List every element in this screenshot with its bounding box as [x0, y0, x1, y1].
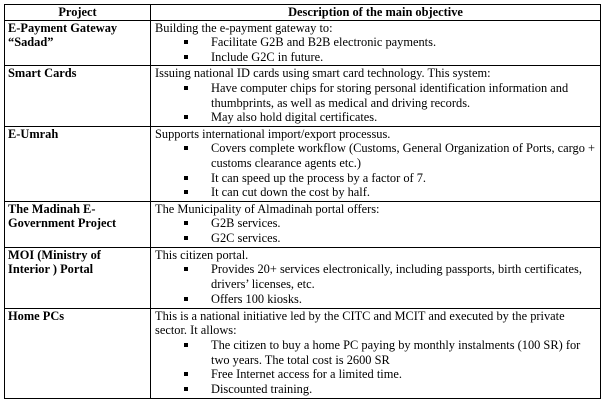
project-cell — [5, 201, 151, 247]
list-item: Offers 100 kiosks. — [155, 292, 596, 307]
table-row — [5, 201, 601, 247]
table-row — [5, 66, 601, 126]
list-item: The citizen to buy a home PC paying by monthly instalments (100 SR) for two years. The total cost is 2600 SR — [155, 338, 596, 367]
header-description: Description of the main objective — [151, 5, 601, 21]
bullet-list — [155, 338, 596, 396]
list-item: Have computer chips for storing personal identification information and thumbprints, as well as medical and driving records. — [155, 81, 596, 110]
table-row — [5, 20, 601, 66]
header-row — [5, 5, 601, 21]
description-intro: The Municipality of Almadinah portal offers: — [155, 201, 380, 216]
project-name-line: The Madinah E- — [8, 201, 96, 216]
bullet-list — [155, 141, 596, 199]
description-intro: This citizen portal. — [155, 247, 249, 262]
project-name-line: MOI (Ministry of — [8, 247, 101, 262]
list-item: G2B services. — [155, 216, 596, 231]
bullet-list — [155, 81, 596, 125]
list-item: G2C services. — [155, 231, 596, 246]
bullet-list — [155, 216, 596, 245]
description-cell — [151, 66, 601, 126]
table-row — [5, 308, 601, 398]
project-name-line: Government Project — [8, 216, 117, 231]
description-intro: Building the e-payment gateway to: — [155, 20, 333, 35]
project-name-line: E-Umrah — [8, 126, 59, 141]
project-cell — [5, 20, 151, 66]
project-name-line: E-Payment Gateway — [8, 20, 118, 35]
table-row — [5, 126, 601, 201]
description-intro: Issuing national ID cards using smart card technology. This system: — [155, 66, 491, 81]
project-name-line: Smart Cards — [8, 66, 77, 81]
projects-table — [4, 4, 601, 399]
description-cell — [151, 247, 601, 308]
project-cell — [5, 66, 151, 126]
project-cell — [5, 308, 151, 398]
project-cell — [5, 126, 151, 201]
description-cell — [151, 308, 601, 398]
list-item: It can cut down the cost by half. — [155, 185, 596, 200]
list-item: It can speed up the process by a factor of 7. — [155, 171, 596, 186]
description-cell — [151, 126, 601, 201]
bullet-list — [155, 35, 596, 64]
list-item: Facilitate G2B and B2B electronic payments. — [155, 35, 596, 50]
list-item: Provides 20+ services electronically, including passports, birth certificates, drivers’ licenses, etc. — [155, 262, 596, 291]
list-item: May also hold digital certificates. — [155, 110, 596, 125]
table-row — [5, 247, 601, 308]
project-name-line: “Sadad” — [8, 35, 54, 50]
description-intro: This is a national initiative led by the CITC and MCIT and executed by the private sector. It allows: — [155, 308, 565, 338]
description-intro: Supports international import/export processus. — [155, 126, 391, 141]
project-name-line: Interior ) Portal — [8, 262, 94, 277]
list-item: Include G2C in future. — [155, 50, 596, 65]
header-project: Project — [5, 5, 151, 21]
list-item: Discounted training. — [155, 382, 596, 397]
project-cell — [5, 247, 151, 308]
list-item: Covers complete workflow (Customs, General Organization of Ports, cargo + customs clearance agents etc.) — [155, 141, 596, 170]
list-item: Free Internet access for a limited time. — [155, 367, 596, 382]
description-cell — [151, 201, 601, 247]
project-name-line: Home PCs — [8, 308, 65, 323]
bullet-list — [155, 262, 596, 306]
description-cell — [151, 20, 601, 66]
